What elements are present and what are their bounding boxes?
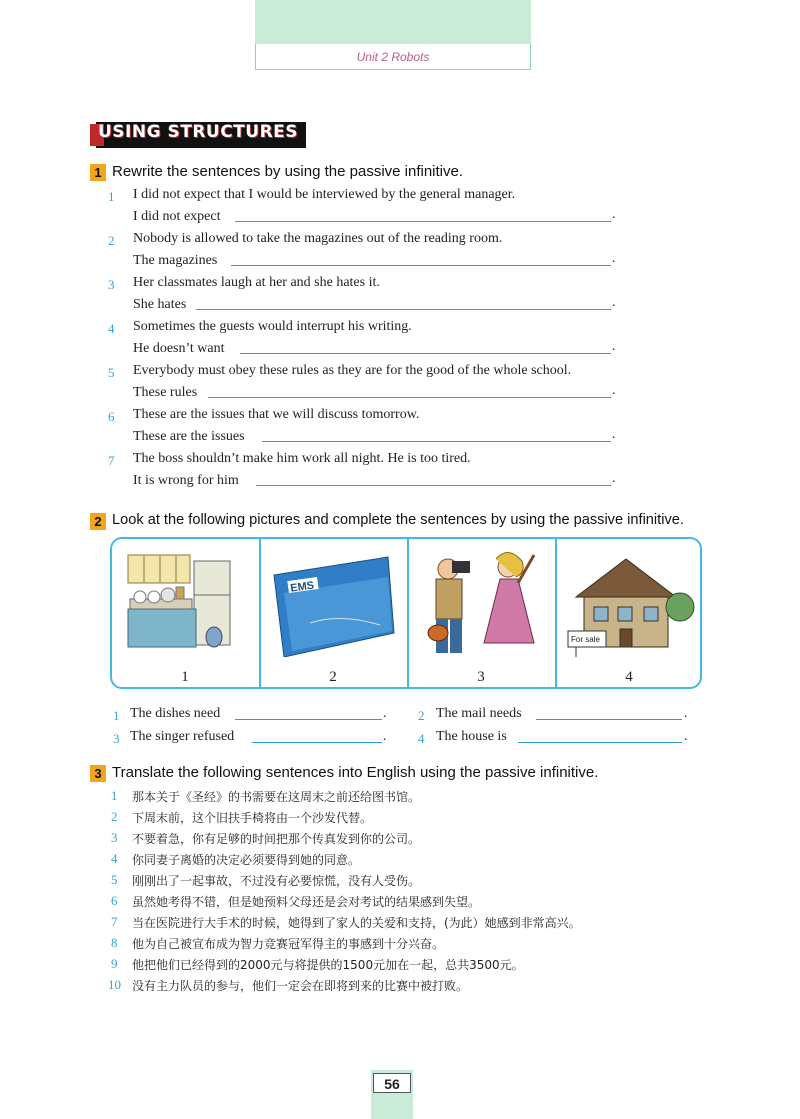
- header-band: [255, 0, 531, 44]
- picture-number: 4: [625, 669, 633, 685]
- item-answer-prompt: I did not expect: [133, 209, 221, 224]
- exercise-number-badge: 2: [90, 513, 106, 530]
- item-number: 9: [111, 956, 118, 971]
- item-number: 3: [108, 277, 115, 292]
- item-number: 2: [418, 708, 425, 723]
- answer-blank[interactable]: [262, 441, 611, 442]
- item-question: Sometimes the guests would interrupt his writing.: [133, 319, 412, 334]
- item-answer-prompt: She hates: [133, 297, 187, 312]
- item-question: These are the issues that we will discuss tomorrow.: [133, 407, 420, 422]
- item-answer-prompt: The magazines: [133, 253, 218, 268]
- picture-number: 2: [329, 669, 337, 685]
- item-number: 7: [111, 914, 118, 929]
- translation-sentence: 你同妻子离婚的决定必须要得到她的同意。: [132, 853, 361, 867]
- item-question: Her classmates laugh at her and she hates it.: [133, 275, 380, 290]
- item-number: 1: [111, 788, 118, 803]
- translation-sentence: 当在医院进行大手术的时候，她得到了家人的关爱和支持，(为此）她感到非常高兴。: [132, 916, 581, 930]
- item-number: 1: [108, 189, 115, 204]
- exercise-number-badge: 3: [90, 765, 106, 782]
- item-number: 2: [111, 809, 118, 824]
- item-question: I did not expect that I would be interviewed by the general manager.: [133, 187, 516, 202]
- picture-number: 3: [477, 669, 485, 685]
- section-title-text: USING STRUCTURES: [98, 122, 299, 142]
- exercise-instruction: Translate the following sentences into English using the passive infinitive.: [112, 764, 599, 781]
- answer-blank[interactable]: [536, 719, 682, 720]
- answer-blank[interactable]: [252, 742, 382, 743]
- item-answer-prompt: He doesn’t want: [133, 341, 225, 356]
- translation-sentence: 他把他们已经得到的2000元与将提供的1500元加在一起，总共3500元。: [132, 958, 524, 972]
- item-number: 3: [111, 830, 118, 845]
- item-number: 5: [108, 365, 115, 380]
- item-number: 7: [108, 453, 115, 468]
- translation-sentence: 他为自己被宣布成为智力竞赛冠军得主的事感到十分兴奋。: [132, 937, 445, 951]
- item-prompt: The dishes need: [130, 706, 221, 721]
- unit-title: Unit 2 Robots: [356, 50, 430, 64]
- item-number: 6: [108, 409, 115, 424]
- item-number: 4: [108, 321, 115, 336]
- page-number: 56: [373, 1073, 411, 1093]
- item-number: 2: [108, 233, 115, 248]
- exercise-number-badge: 1: [90, 164, 106, 181]
- item-number: 1: [113, 708, 120, 723]
- item-question: Everybody must obey these rules as they are for the good of the whole school.: [133, 363, 572, 378]
- translation-sentence: 没有主力队员的参与，他们一定会在即将到来的比赛中被打败。: [132, 979, 469, 993]
- answer-blank[interactable]: [235, 221, 611, 222]
- kitchen-dishes-illustration: [124, 547, 248, 659]
- exercise-instruction: Look at the following pictures and complete the sentences by using the passive infinitive.: [112, 512, 684, 528]
- answer-blank[interactable]: [240, 353, 611, 354]
- item-prompt: The singer refused: [130, 729, 235, 744]
- exercise-instruction: Rewrite the sentences by using the passive infinitive.: [112, 163, 464, 180]
- answer-blank[interactable]: [518, 742, 682, 743]
- section-title: [90, 118, 306, 150]
- item-answer-prompt: These rules: [133, 385, 198, 400]
- translation-sentence: 下周末前，这个旧扶手椅将由一个沙发代替。: [132, 811, 373, 825]
- item-question: The boss shouldn’t make him work all night. He is too tired.: [133, 451, 471, 466]
- translation-sentence: 刚刚出了一起事故，不过没有必要惊慌，没有人受伤。: [132, 874, 421, 888]
- item-number: 3: [113, 731, 120, 746]
- item-number: 6: [111, 893, 118, 908]
- item-number: 8: [111, 935, 118, 950]
- item-answer-prompt: It is wrong for him: [133, 473, 239, 488]
- item-answer-prompt: These are the issues: [133, 429, 245, 444]
- translation-sentence: 那本关于《圣经》的书需要在这周末之前还给图书馆。: [132, 790, 421, 804]
- answer-blank[interactable]: [231, 265, 611, 266]
- item-prompt: The house is: [436, 729, 507, 744]
- answer-blank[interactable]: [208, 397, 611, 398]
- photographer-singer-illustration: [418, 547, 548, 661]
- picture-panel: [110, 537, 702, 689]
- item-number: 5: [111, 872, 118, 887]
- translation-sentence: 虽然她考得不错，但是她预料父母还是会对考试的结果感到失望。: [132, 895, 481, 909]
- answer-blank[interactable]: [235, 719, 382, 720]
- ems-logo-text: EMS: [289, 579, 315, 595]
- item-number: 4: [418, 731, 425, 746]
- item-number: 10: [108, 977, 121, 992]
- item-question: Nobody is allowed to take the magazines out of the reading room.: [133, 231, 503, 246]
- answer-blank[interactable]: [256, 485, 611, 486]
- picture-number: 1: [181, 669, 189, 685]
- item-prompt: The mail needs: [436, 706, 522, 721]
- ems-envelope-illustration: [270, 553, 396, 657]
- house-for-sale-illustration: [566, 547, 696, 661]
- for-sale-sign-text: For sale: [571, 635, 600, 644]
- translation-sentence: 不要着急，你有足够的时间把那个传真发到你的公司。: [132, 832, 421, 846]
- answer-blank[interactable]: [196, 309, 611, 310]
- item-number: 4: [111, 851, 118, 866]
